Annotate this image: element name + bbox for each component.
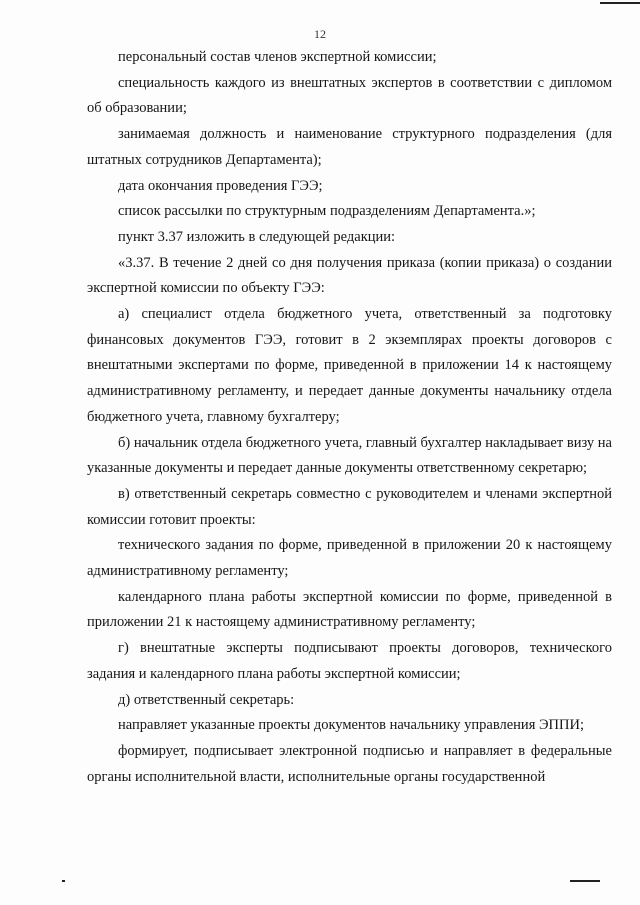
paragraph: технического задания по форме, приведенной в приложении 20 к настоящему административному регламенту; [87,537,612,580]
paragraph: занимаемая должность и наименование структурного подразделения (для штатных сотрудников Департамента); [87,126,612,168]
scan-mark-bottom-right [570,880,600,882]
paragraph: г) внештатные эксперты подписывают проекты договоров, технического задания и календарного плана работы экспертной комиссии; [87,640,612,682]
paragraph: в) ответственный секретарь совместно с руководителем и членами экспертной комиссии готовит проекты: [87,485,612,528]
paragraph: специальность каждого из внештатных экспертов в соответствии с дипломом об образовании; [87,74,612,117]
paragraph: д) ответственный секретарь: [118,691,295,708]
body-text [87,45,612,790]
scan-mark-top-right [600,2,640,4]
paragraph: персональный состав членов экспертной комиссии; [118,49,437,65]
paragraph: б) начальник отдела бюджетного учета, главный бухгалтер накладывает визу на указанные документы и передает данные документы ответственному секретарю; [87,434,612,477]
paragraph: а) специалист отдела бюджетного учета, ответственный за подготовку финансовых документов ГЭЭ, готовит в 2 экземплярах проекты договоров с внештатными экспертами по форме, приведенной в приложении 14 к настоящему административному регламенту, и передает данные документы начальнику отдела бюджетного учета, главному бухгалтеру; [87,306,612,425]
scan-mark-bottom-left [62,880,65,882]
paragraph: дата окончания проведения ГЭЭ; [118,177,323,194]
paragraph: направляет указанные проекты документов начальнику управления ЭППИ; [118,717,585,734]
paragraph: список рассылки по структурным подразделениям Департамента.»; [118,203,536,220]
page-number: 12 [314,27,326,41]
paragraph: «3.37. В течение 2 дней со дня получения приказа (копии приказа) о создании экспертной комиссии по объекту ГЭЭ: [87,254,612,297]
paragraph: формирует, подписывает электронной подписью и направляет в федеральные органы исполнительной власти, исполнительные органы государственной [87,742,612,785]
paragraph: пункт 3.37 изложить в следующей редакции: [118,228,396,245]
paragraph: календарного плана работы экспертной комиссии по форме, приведенной в приложении 21 к настоящему административному регламенту; [87,588,612,631]
